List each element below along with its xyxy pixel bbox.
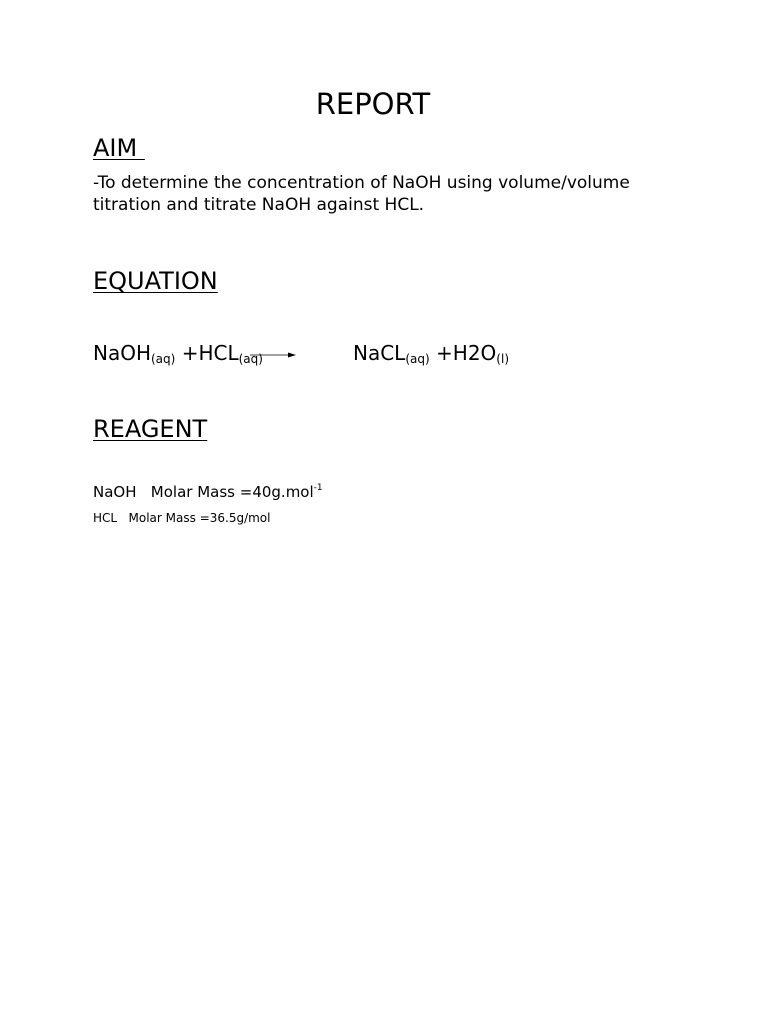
product-nacl: NaCL (353, 341, 406, 365)
reactant-naoh: NaOH (93, 341, 151, 365)
product-h2o: +H2O (429, 341, 497, 365)
reactant-hcl-state: (aq) (238, 352, 263, 366)
reactant-naoh-state: (aq) (151, 352, 176, 366)
reagent-naoh-exponent: -1 (313, 483, 323, 493)
reactant-hcl: +HCL (175, 341, 239, 365)
equation-products (353, 340, 509, 366)
equation-reactants (93, 340, 263, 366)
product-nacl-state: (aq) (405, 352, 430, 366)
reagent-hcl-line: HCL Molar Mass =36.5g/mol (93, 511, 271, 525)
reagent-naoh-line (93, 482, 323, 502)
reaction-arrow-icon (250, 352, 296, 358)
product-h2o-state: (l) (496, 352, 509, 366)
reagent-naoh-text: NaOH Molar Mass =40g.mol (93, 483, 314, 501)
equation-heading: EQUATION (93, 267, 218, 295)
aim-heading: AIM (93, 134, 145, 162)
report-title: REPORT (315, 87, 431, 121)
reagent-heading: REAGENT (93, 415, 208, 443)
aim-text: -To determine the concentration of NaOH using volume/volume titration and titrate NaOH against HCL. (93, 173, 630, 215)
